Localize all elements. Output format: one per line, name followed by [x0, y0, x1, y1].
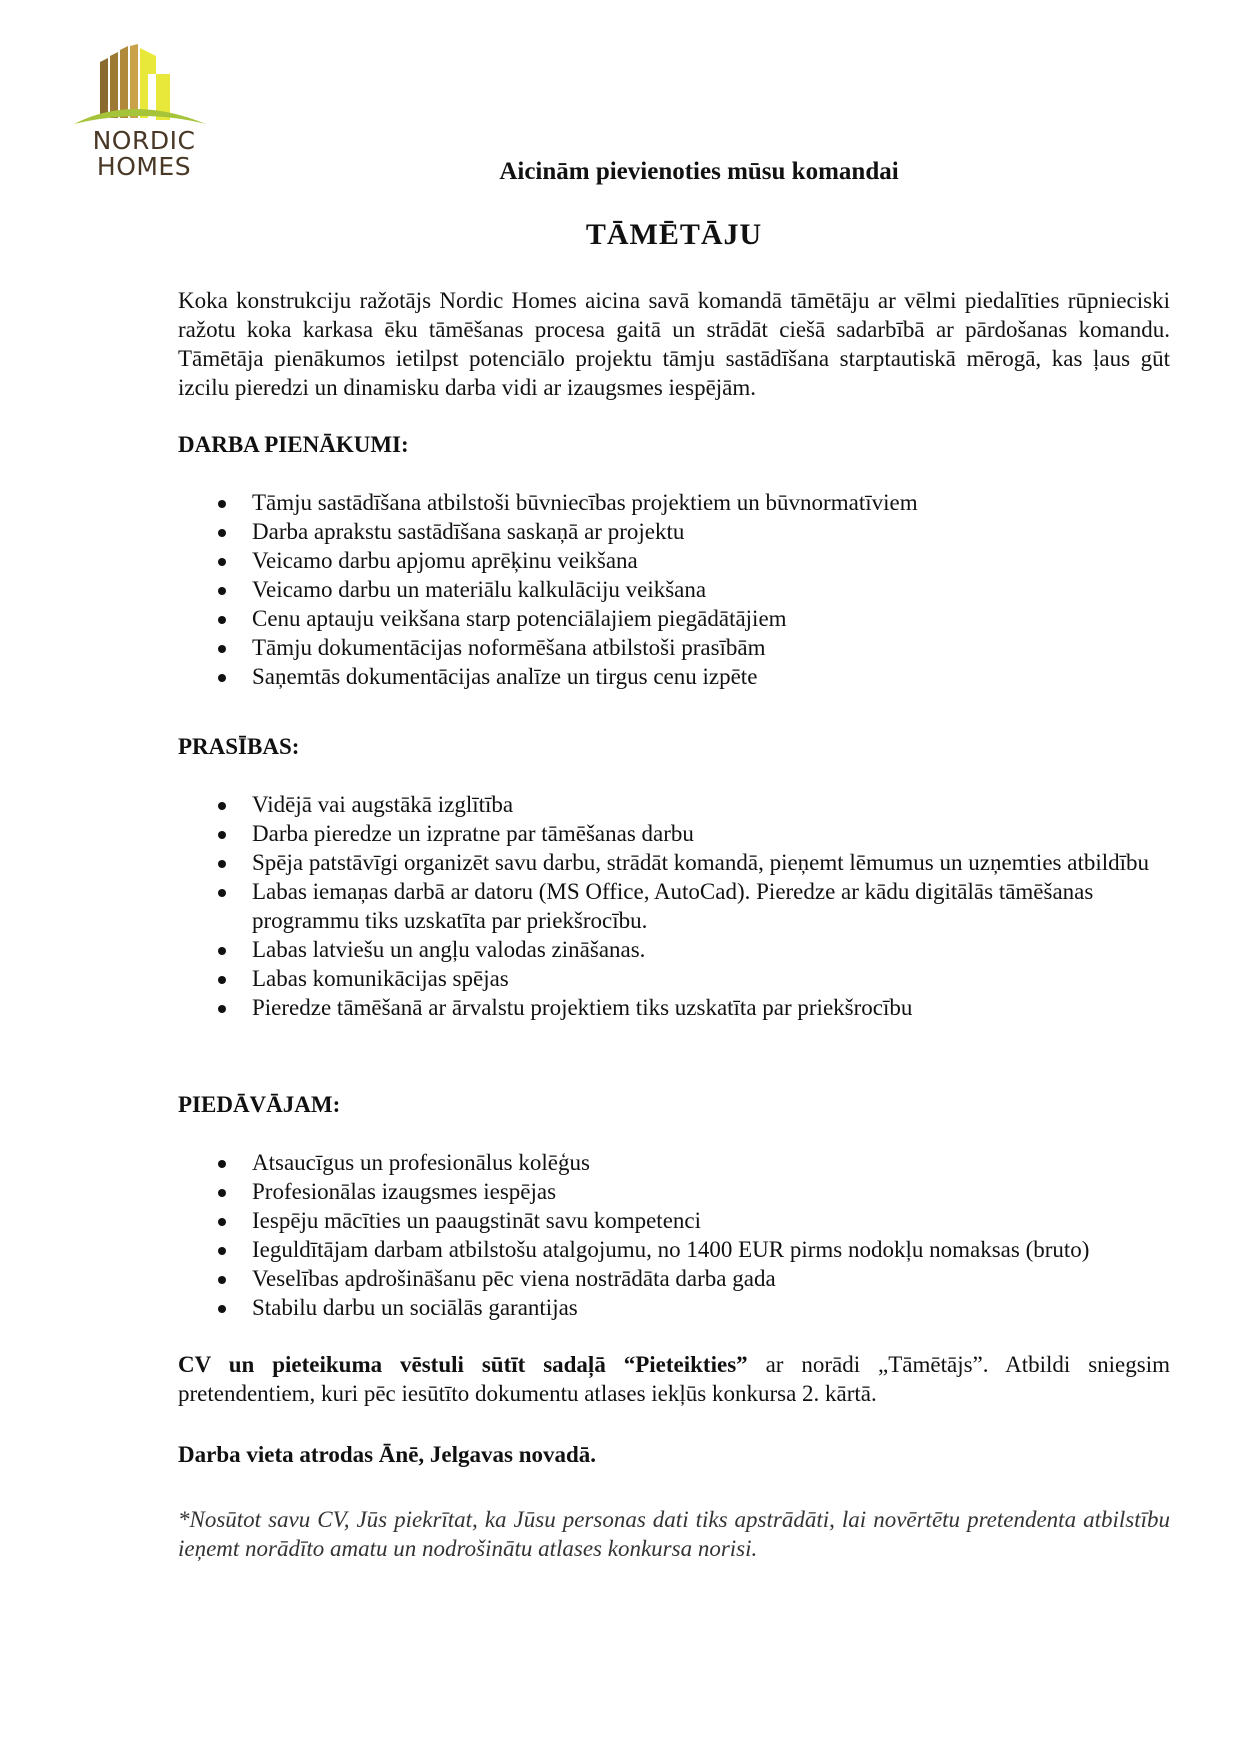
- list-item: Tāmju sastādīšana atbilstoši būvniecības projektiem un būvnormatīviem: [178, 488, 1170, 517]
- bullet-icon: [218, 1218, 226, 1226]
- bullet-icon: [218, 1305, 226, 1313]
- bullet-icon: [218, 558, 226, 566]
- list-item: Profesionālas izaugsmes iespējas: [178, 1177, 1170, 1206]
- list-item: Darba aprakstu sastādīšana saskaņā ar projektu: [178, 517, 1170, 546]
- offer-list: [178, 1148, 1170, 1322]
- list-item: Labas komunikācijas spējas: [178, 964, 1170, 993]
- bullet-icon: [218, 802, 226, 810]
- bullet-icon: [218, 645, 226, 653]
- list-item: Stabilu darbu un sociālās garantijas: [178, 1293, 1170, 1322]
- requirements-heading: PRASĪBAS:: [178, 734, 300, 759]
- bullet-icon: [218, 500, 226, 508]
- list-item: Labas latviešu un angļu valodas zināšanas.: [178, 935, 1170, 964]
- privacy-note: *Nosūtot savu CV, Jūs piekrītat, ka Jūsu personas dati tiks apstrādāti, lai novērtētu pretendenta atbilstību ieņemt norādīto amatu un nodrošinātu atlases konkursa norisi.: [178, 1507, 1170, 1561]
- page-title: TĀMĒTĀJU: [585, 218, 763, 251]
- bullet-icon: [218, 1247, 226, 1255]
- offer-heading: PIEDĀVĀJAM:: [178, 1092, 341, 1117]
- list-item: Labas iemaņas darbā ar datoru (MS Office, AutoCad). Pieredze ar kādu digitālās tāmēšanas programmu tiks uzskatīta par priekšrocību.: [178, 877, 1170, 935]
- bullet-icon: [218, 860, 226, 868]
- list-item: Darba pieredze un izpratne par tāmēšanas darbu: [178, 819, 1170, 848]
- list-item: Iespēju mācīties un paaugstināt savu kompetenci: [178, 1206, 1170, 1235]
- list-item: Atsaucīgus un profesionālus kolēģus: [178, 1148, 1170, 1177]
- list-item: Saņemtās dokumentācijas analīze un tirgus cenu izpēte: [178, 662, 1170, 691]
- house-logo-icon: [72, 44, 208, 128]
- list-item: Veselības apdrošināšanu pēc viena nostrādāta darba gada: [178, 1264, 1170, 1293]
- logo-line-1: NORDIC: [92, 126, 196, 155]
- bullet-icon: [218, 1160, 226, 1168]
- bullet-icon: [218, 587, 226, 595]
- apply-details: ar norādi „Tāmētājs”. Atbildi sniegsim pretendentiem, kuri pēc iesūtīto dokumentu atlases iekļūs konkursa 2. kārtā.: [178, 1352, 1171, 1406]
- apply-paragraph: [178, 1350, 1170, 1408]
- logo-line-2: HOMES: [96, 152, 192, 181]
- list-item: Ieguldītājam darbam atbilstošu atalgojumu, no 1400 EUR pirms nodokļu nomaksas (bruto): [178, 1235, 1170, 1264]
- list-item: Vidējā vai augstākā izglītība: [178, 790, 1170, 819]
- list-item: Pieredze tāmēšanā ar ārvalstu projektiem tiks uzskatīta par priekšrocību: [178, 993, 1170, 1022]
- page-subtitle: Aicinām pievienoties mūsu komandai: [499, 158, 899, 185]
- bullet-icon: [218, 674, 226, 682]
- bullet-icon: [218, 889, 226, 897]
- bullet-icon: [218, 616, 226, 624]
- apply-instruction: CV un pieteikuma vēstuli sūtīt sadaļā “Pieteikties”: [178, 1352, 748, 1377]
- duties-heading: DARBA PIENĀKUMI:: [178, 432, 409, 457]
- bullet-icon: [218, 1005, 226, 1013]
- bullet-icon: [218, 529, 226, 537]
- bullet-icon: [218, 1276, 226, 1284]
- bullet-icon: [218, 831, 226, 839]
- bullet-icon: [218, 947, 226, 955]
- duties-list: [178, 488, 1170, 691]
- work-location: Darba vieta atrodas Ānē, Jelgavas novadā.: [178, 1442, 597, 1467]
- bullet-icon: [218, 976, 226, 984]
- list-item: Veicamo darbu un materiālu kalkulāciju veikšana: [178, 575, 1170, 604]
- list-item: Cenu aptauju veikšana starp potenciālajiem piegādātājiem: [178, 604, 1170, 633]
- list-item: Spēja patstāvīgi organizēt savu darbu, strādāt komandā, pieņemt lēmumus un uzņemties atbildību: [178, 848, 1170, 877]
- list-item: Tāmju dokumentācijas noformēšana atbilstoši prasībām: [178, 633, 1170, 662]
- intro-paragraph: Koka konstrukciju ražotājs Nordic Homes aicina savā komandā tāmētāju ar vēlmi piedalīties rūpnieciski ražotu koka karkasa ēku tāmēšanas procesa gaitā un strādāt ciešā sadarbībā ar pārdošanas komandu. Tāmētāja pienākumos ietilpst potenciālo projektu tāmju sastādīšana starptautiskā mērogā, kas ļaus gūt izcilu pieredzi un dinamisku darba vidi ar izaugsmes iespējām.: [178, 288, 1170, 400]
- list-item: Veicamo darbu apjomu aprēķinu veikšana: [178, 546, 1170, 575]
- requirements-list: [178, 790, 1170, 1022]
- bullet-icon: [218, 1189, 226, 1197]
